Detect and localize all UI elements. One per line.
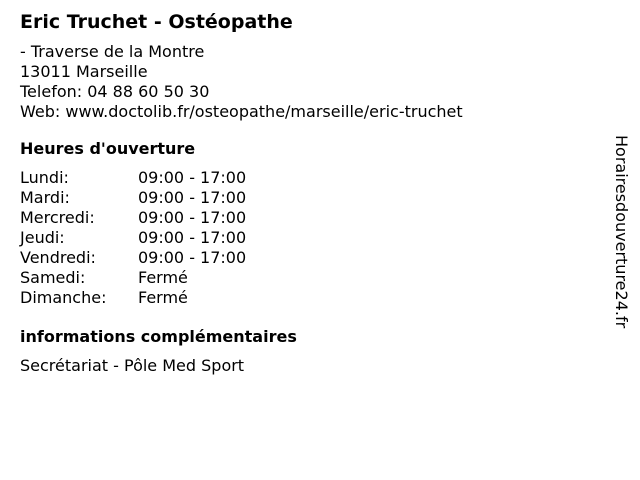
address-block bbox=[20, 42, 600, 122]
hours-day: Mardi: bbox=[20, 188, 70, 207]
hours-row-wednesday bbox=[20, 208, 600, 228]
phone-label: Telefon: bbox=[20, 82, 83, 101]
address-street: - Traverse de la Montre bbox=[20, 42, 205, 61]
hours-row-friday bbox=[20, 248, 600, 268]
hours-day: Vendredi: bbox=[20, 248, 96, 267]
hours-row-tuesday bbox=[20, 188, 600, 208]
web-link[interactable]: www.doctolib.fr/osteopathe/marseille/eric-truchet bbox=[65, 102, 463, 121]
address-city: 13011 Marseille bbox=[20, 62, 148, 81]
hours-day: Mercredi: bbox=[20, 208, 95, 227]
phone-number[interactable]: 04 88 60 50 30 bbox=[87, 82, 210, 101]
hours-day: Samedi: bbox=[20, 268, 86, 287]
web-line bbox=[20, 102, 600, 122]
hours-day: Jeudi: bbox=[20, 228, 65, 247]
hours-time: 09:00 - 17:00 bbox=[138, 188, 247, 207]
hours-heading: Heures d'ouverture bbox=[20, 139, 196, 158]
hours-time: 09:00 - 17:00 bbox=[138, 168, 247, 187]
hours-row-thursday bbox=[20, 228, 600, 248]
site-watermark: Horairesdouverture24.fr bbox=[612, 135, 631, 329]
hours-time: 09:00 - 17:00 bbox=[138, 208, 247, 227]
info-text: Secrétariat - Pôle Med Sport bbox=[20, 356, 245, 375]
hours-time: 09:00 - 17:00 bbox=[138, 248, 247, 267]
hours-row-monday bbox=[20, 168, 600, 188]
hours-table bbox=[20, 168, 600, 308]
info-heading: informations complémentaires bbox=[20, 327, 297, 346]
hours-row-sunday bbox=[20, 288, 600, 308]
phone-line bbox=[20, 82, 600, 102]
web-label: Web: bbox=[20, 102, 61, 121]
page-title: Eric Truchet - Ostéopathe bbox=[20, 11, 293, 33]
business-card bbox=[20, 10, 600, 376]
hours-row-saturday bbox=[20, 268, 600, 288]
hours-day: Lundi: bbox=[20, 168, 69, 187]
hours-day: Dimanche: bbox=[20, 288, 107, 307]
hours-time: 09:00 - 17:00 bbox=[138, 228, 247, 247]
hours-time: Fermé bbox=[138, 288, 188, 307]
hours-time: Fermé bbox=[138, 268, 188, 287]
